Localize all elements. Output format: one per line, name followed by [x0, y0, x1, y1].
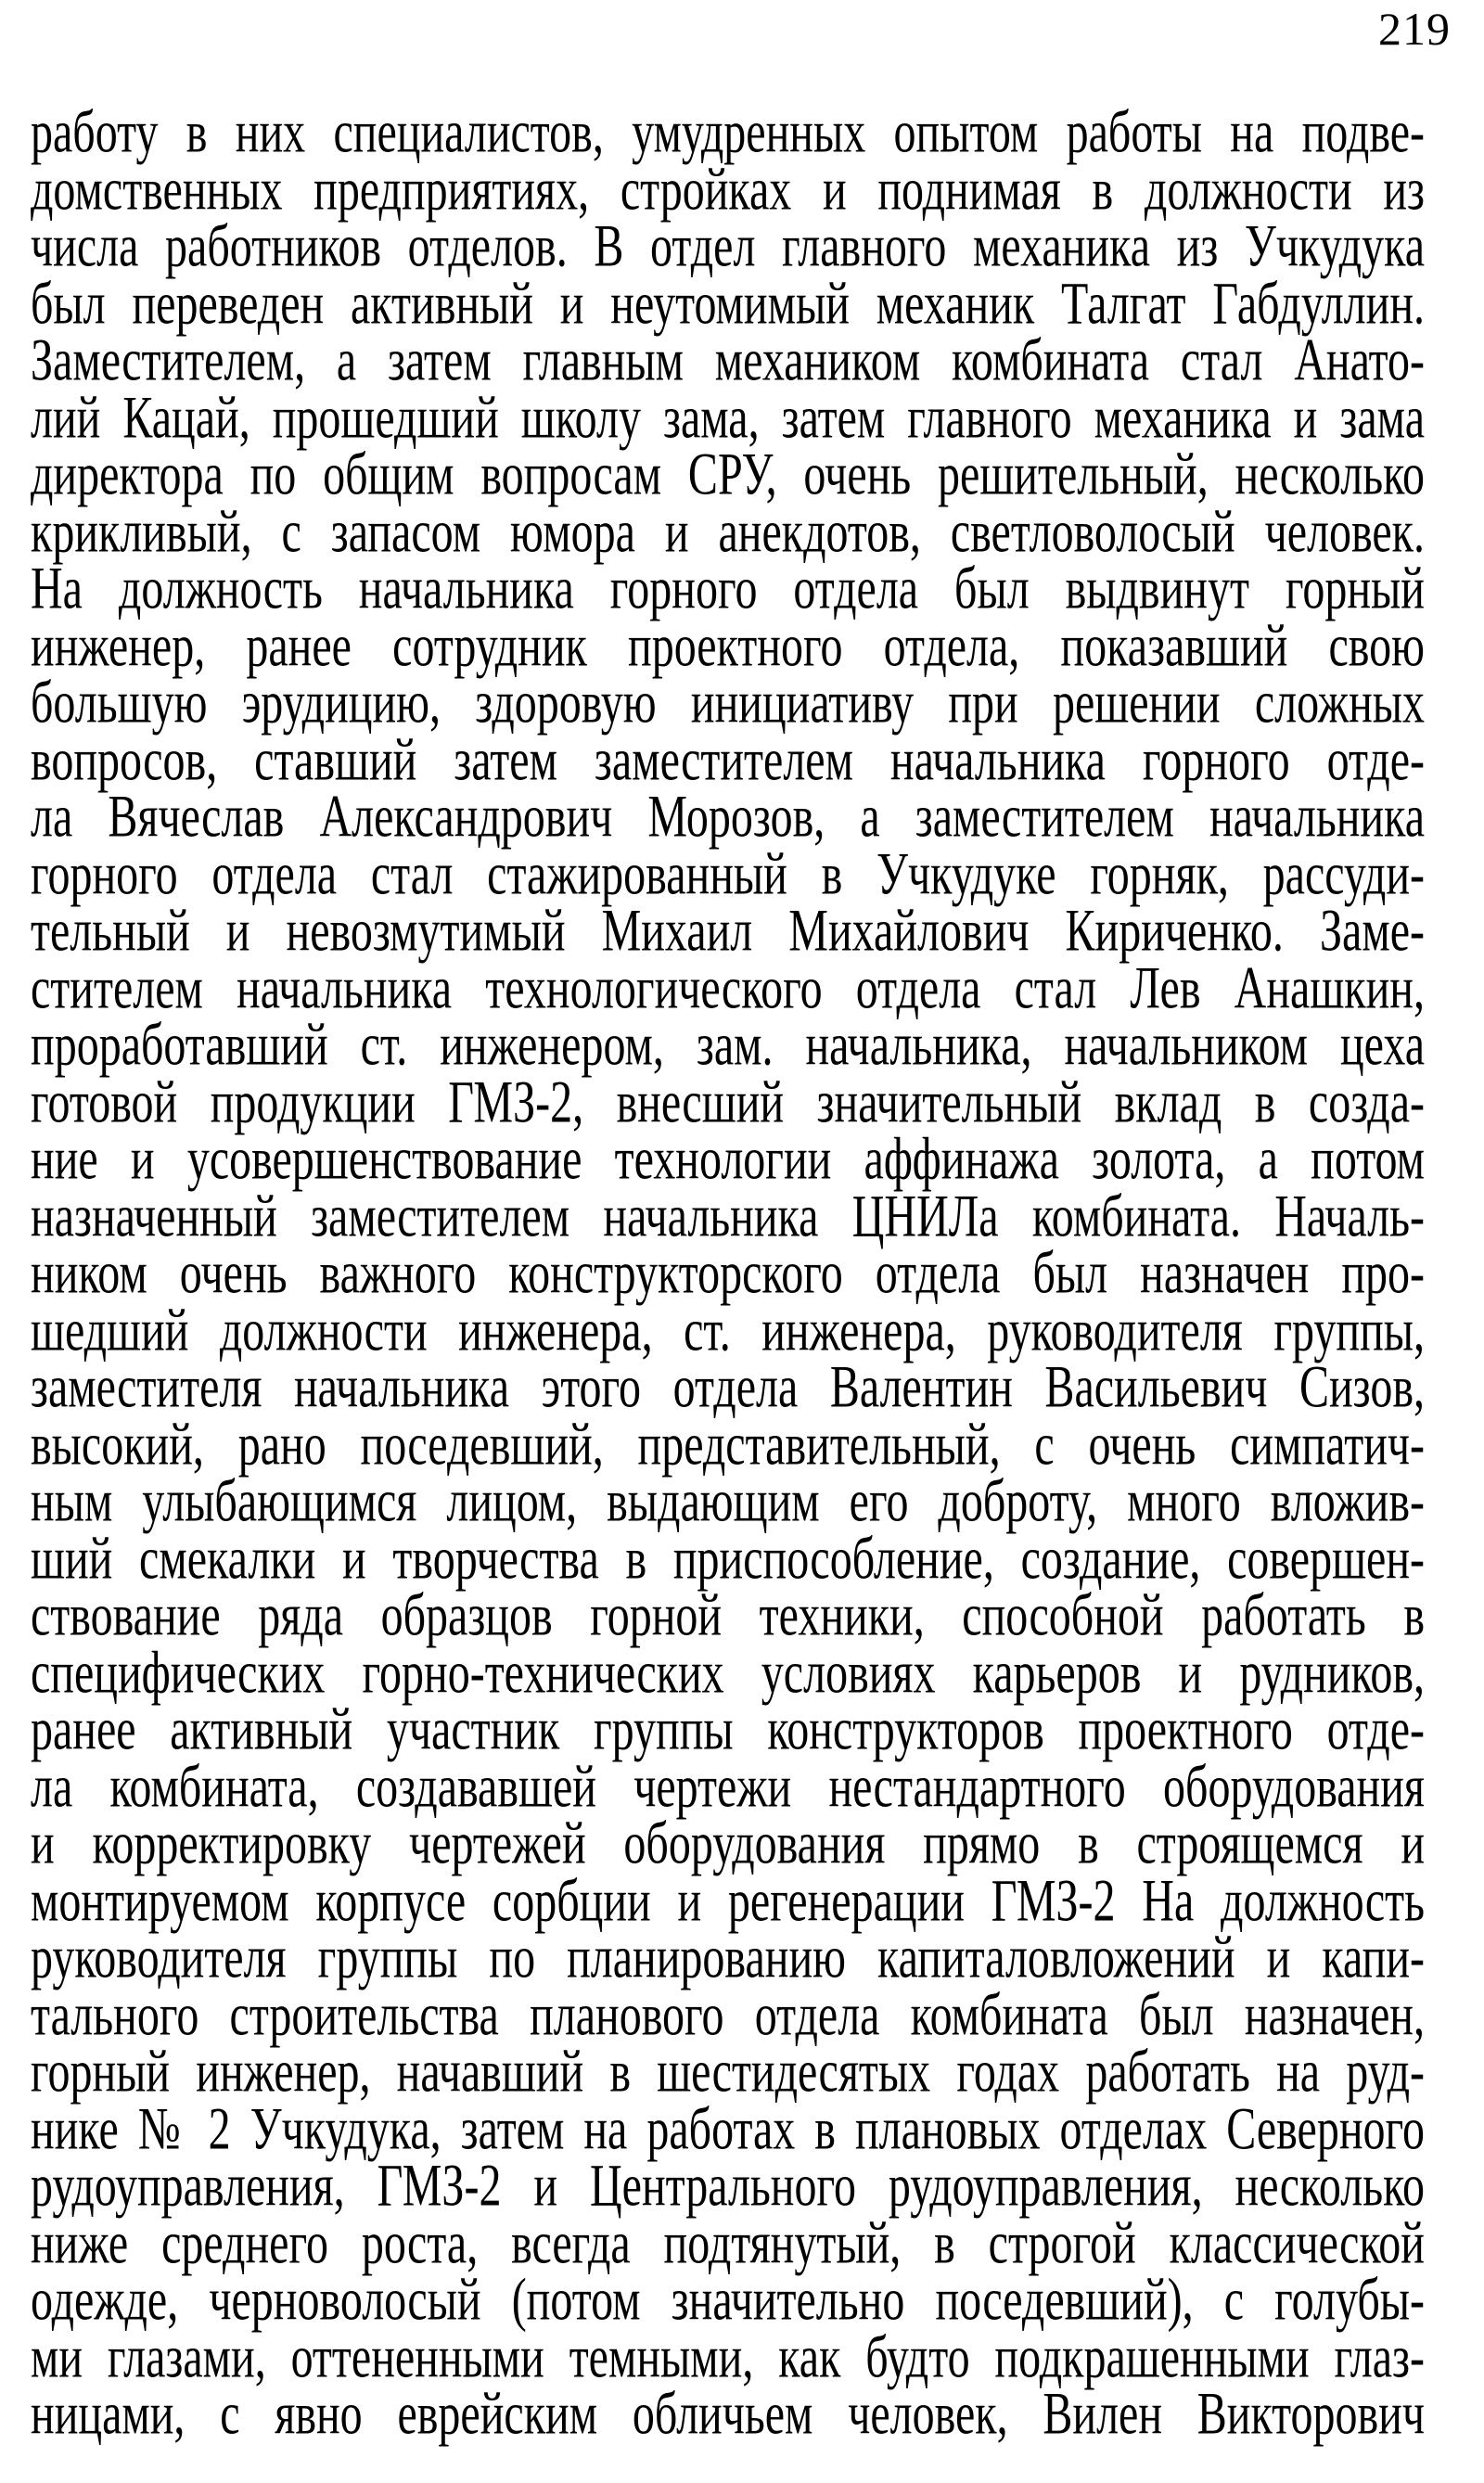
text-line: На должность начальника горного отдела был выдвинут горный — [31, 555, 1425, 622]
text-line: Заместителем, а затем главным механиком комбината стал Анато- — [31, 326, 1425, 394]
text-line: ла комбината, создававшей чертежи нестандартного оборудования — [31, 1753, 1425, 1820]
text-line: рудоуправления, ГМЗ-2 и Центрального рудоуправления, несколько — [31, 2152, 1425, 2220]
text-line: заместителя начальника этого отдела Валентин Васильевич Сизов, — [31, 1353, 1425, 1421]
page-number: 219 — [1378, 3, 1451, 55]
text-line: вопросов, ставший затем заместителем начальника горного отде- — [31, 726, 1425, 793]
body-text — [31, 98, 1425, 2448]
text-line: горный инженер, начавший в шестидесятых годах работать на руд- — [31, 2038, 1425, 2105]
text-line: специфических горно-технических условиях карьеров и рудников, — [31, 1639, 1425, 1706]
text-line: ла Вячеслав Александрович Морозов, а заместителем начальника — [31, 783, 1425, 851]
text-line: ницами, с явно еврейским обличьем человек, Вилен Викторович — [31, 2380, 1425, 2448]
text-line: горного отдела стал стажированный в Учкудуке горняк, рассуди- — [31, 840, 1425, 907]
text-line: высокий, рано поседевший, представительный, с очень симпатич- — [31, 1411, 1425, 1478]
text-line: шедший должности инженера, ст. инженера, руководителя группы, — [31, 1297, 1425, 1363]
text-line: и корректировку чертежей оборудования прямо в строящемся и — [31, 1810, 1425, 1877]
text-line: проработавший ст. инженером, зам. начальника, начальником цеха — [31, 1011, 1425, 1079]
text-line: ником очень важного конструкторского отдела был назначен про- — [31, 1239, 1425, 1307]
text-line: ниже среднего роста, всегда подтянутый, в строгой классической — [31, 2209, 1425, 2276]
text-line: нике № 2 Учкудука, затем на работах в плановых отделах Северного — [31, 2095, 1425, 2162]
text-line: ние и усовершенствование технологии аффинажа золота, а потом — [31, 1125, 1425, 1193]
text-line: лий Кацай, прошедший школу зама, затем главного механика и зама — [31, 384, 1425, 451]
text-line: монтируемом корпусе сорбции и регенерации ГМЗ-2 На должность — [31, 1867, 1425, 1934]
text-line: ми глазами, оттененными темными, как будто подкрашенными глаз- — [31, 2323, 1425, 2390]
text-line: одежде, черноволосый (потом значительно поседевший), с голубы- — [31, 2266, 1425, 2334]
text-line: директора по общим вопросам СРУ, очень решительный, несколько — [31, 441, 1425, 508]
text-line: руководителя группы по планированию капиталовложений и капи- — [31, 1924, 1425, 1991]
text-line: домственных предприятиях, стройках и поднимая в должности из — [31, 156, 1425, 223]
text-line: ствование ряда образцов горной техники, способной работать в — [31, 1581, 1425, 1649]
text-line: был переведен активный и неутомимый механик Талгат Габдуллин. — [31, 270, 1425, 337]
text-line: ранее активный участник группы конструкторов проектного отде- — [31, 1696, 1425, 1763]
text-line: тельный и невозмутимый Михаил Михайлович Кириченко. Заме- — [31, 897, 1425, 965]
text-line: тального строительства планового отдела комбината был назначен, — [31, 1981, 1425, 2048]
text-line: назначенный заместителем начальника ЦНИЛа комбината. Началь- — [31, 1183, 1425, 1249]
text-line: готовой продукции ГМЗ-2, внесший значительный вклад в созда- — [31, 1069, 1425, 1135]
text-line: крикливый, с запасом юмора и анекдотов, светловолосый человек. — [31, 498, 1425, 565]
text-line: инженер, ранее сотрудник проектного отдела, показавший свою — [31, 612, 1425, 679]
text-line: ший смекалки и творчества в приспособление, создание, совершен- — [31, 1525, 1425, 1592]
text-line: работу в них специалистов, умудренных опытом работы на подве- — [31, 98, 1425, 166]
text-line: большую эрудицию, здоровую инициативу при решении сложных — [31, 669, 1425, 736]
text-line: числа работников отделов. В отдел главного механика из Учкудука — [31, 212, 1425, 280]
text-line: ным улыбающимся лицом, выдающим его доброту, много вложив- — [31, 1467, 1425, 1535]
text-line: стителем начальника технологического отдела стал Лев Анашкин, — [31, 954, 1425, 1021]
